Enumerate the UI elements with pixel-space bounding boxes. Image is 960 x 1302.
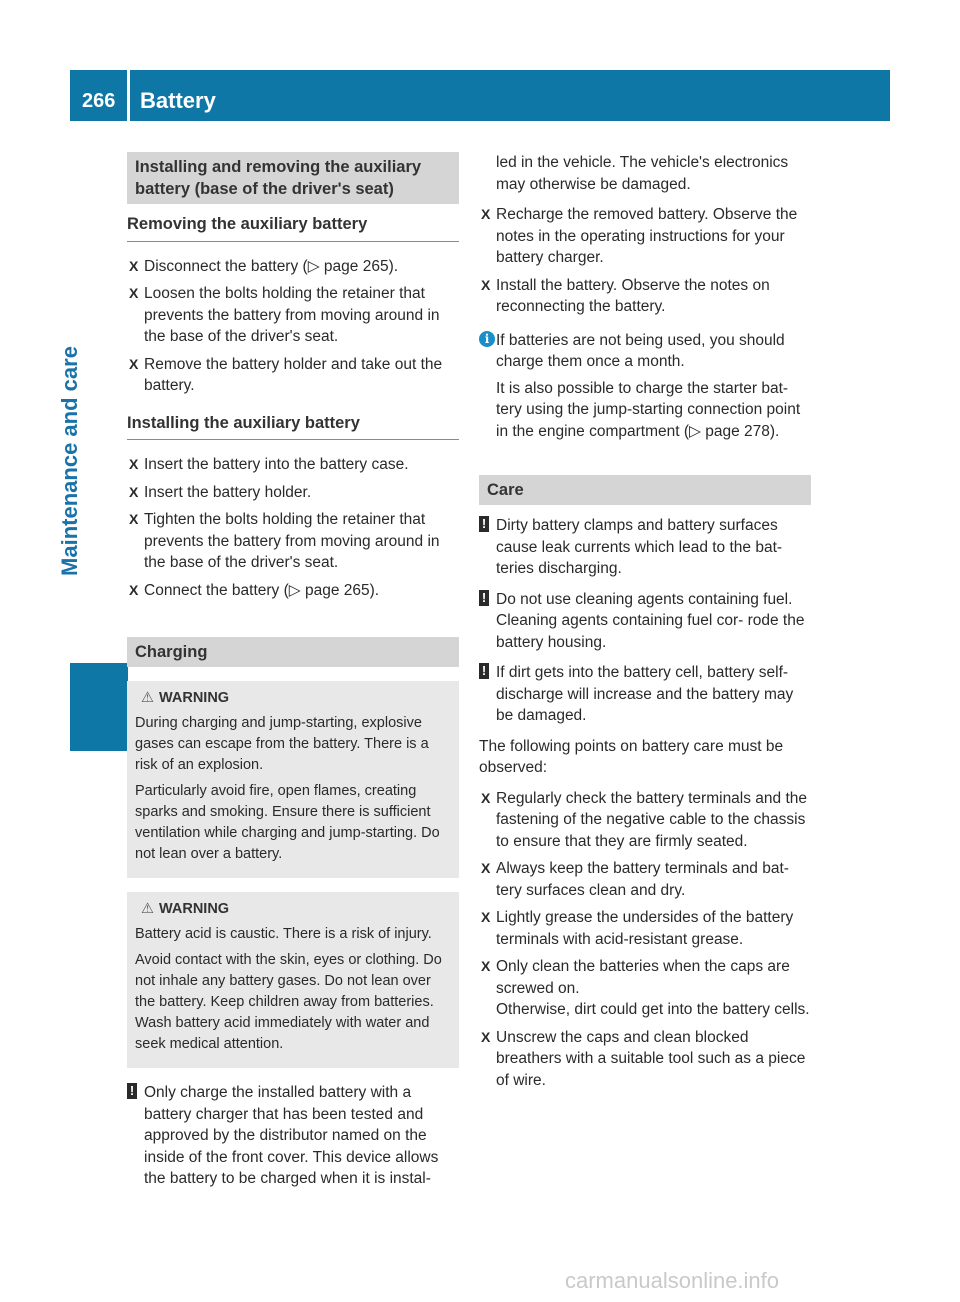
subheading-removing: Removing the auxiliary battery bbox=[127, 214, 459, 242]
step-item: X Always keep the battery terminals and bat- tery surfaces clean and dry. bbox=[481, 860, 789, 899]
watermark: carmanualsonline.info bbox=[565, 1268, 780, 1293]
left-column bbox=[127, 152, 459, 1199]
step-item: X Tighten the bolts holding the retainer that prevents the battery from moving around in the base of the driver's seat. bbox=[129, 511, 440, 571]
exclamation-icon: ! bbox=[127, 1083, 137, 1099]
step-marker-icon: X bbox=[129, 257, 139, 274]
warning-text: Battery acid is caustic. There is a risk of injury. bbox=[135, 926, 432, 942]
warning-triangle-icon: ⚠ bbox=[141, 901, 154, 917]
step-item: X Insert the battery holder. bbox=[127, 482, 459, 504]
step-item: X Unscrew the caps and clean blocked breathers with a suitable tool such as a piece of wire. bbox=[481, 1028, 806, 1089]
step-item: X Remove the battery holder and take out the battery. bbox=[129, 355, 443, 394]
right-column bbox=[479, 152, 811, 1097]
exclamation-icon: ! bbox=[479, 590, 489, 606]
warning-text: Particularly avoid fire, open flames, creating sparks and smoking. Ensure there is sufficient ventilation while charging and jump-starting. Do not lean over a battery. bbox=[135, 783, 440, 862]
header-divider bbox=[127, 70, 130, 121]
step-item: X Lightly grease the undersides of the battery terminals with acid-resistant grease. bbox=[481, 909, 794, 948]
info-note: i If batteries are not being used, you should charge them once a month. It is also possible to charge the starter bat- tery using the jump-starting connection point in the engine compartment (▷ page 278). bbox=[479, 330, 811, 443]
warning-triangle-icon: ⚠ bbox=[141, 690, 154, 706]
warning-box-explosion bbox=[127, 681, 459, 878]
step-marker-icon: X bbox=[129, 581, 139, 598]
subheading-installing: Installing the auxiliary battery bbox=[127, 413, 459, 441]
step-marker-icon: X bbox=[129, 285, 139, 301]
warning-title: ⚠ WARNING bbox=[135, 899, 449, 920]
step-marker-icon: X bbox=[129, 355, 139, 372]
notice-care: ! Dirty battery clamps and battery surfaces cause leak currents which lead to the bat- teries discharging. bbox=[479, 515, 811, 580]
side-tab-label: Maintenance and care bbox=[57, 346, 82, 576]
continued-text: led in the vehicle. The vehicle's electronics may otherwise be damaged. bbox=[496, 154, 789, 193]
section-heading-install-remove: Installing and removing the auxiliary battery (base of the driver's seat) bbox=[127, 152, 459, 204]
step-item: X Only clean the batteries when the caps are screwed on. Otherwise, dirt could get into the battery cells. bbox=[481, 958, 810, 1018]
section-heading-charging: Charging bbox=[127, 637, 459, 667]
step-marker-icon: X bbox=[481, 958, 491, 974]
page-number: 266 bbox=[82, 90, 116, 112]
info-icon: i bbox=[479, 331, 495, 347]
step-item: X Insert the battery into the battery case. bbox=[127, 454, 459, 476]
installing-steps bbox=[127, 454, 459, 601]
warning-text: During charging and jump-starting, explosive gases can escape from the battery. There is a risk of an explosion. bbox=[135, 715, 429, 773]
step-marker-icon: X bbox=[481, 1028, 491, 1045]
step-marker-icon: X bbox=[129, 456, 139, 472]
page-title: Battery bbox=[140, 88, 216, 113]
removing-steps bbox=[127, 256, 459, 397]
step-item: X Connect the battery (▷ page 265). bbox=[127, 580, 459, 602]
step-marker-icon: X bbox=[481, 789, 491, 806]
step-item: X Disconnect the battery (▷ page 265). bbox=[127, 256, 459, 278]
step-item: X Regularly check the battery terminals and the fastening of the negative cable to the chassis to ensure that they are firmly seated. bbox=[481, 789, 808, 850]
step-marker-icon: X bbox=[481, 206, 491, 222]
exclamation-icon: ! bbox=[479, 663, 489, 679]
warning-box-acid bbox=[127, 892, 459, 1068]
warning-text: Avoid contact with the skin, eyes or clothing. Do not inhale any battery gases. Do not lean over the battery. Keep children away from batteries. Wash battery acid immediately with water and seek medical attention. bbox=[135, 952, 442, 1052]
warning-title: ⚠ WARNING bbox=[135, 688, 449, 709]
step-marker-icon: X bbox=[129, 483, 139, 500]
step-item: X Install the battery. Observe the notes on reconnecting the battery. bbox=[481, 276, 770, 315]
care-intro: The following points on battery care must be observed: bbox=[479, 737, 784, 776]
notice-charge: ! Only charge the installed battery with a battery charger that has been tested and approved by the distributor named on the inside of the front cover. This device allows the battery to be charged when it is instal- bbox=[127, 1082, 459, 1190]
care-steps bbox=[479, 788, 811, 1092]
step-marker-icon: X bbox=[481, 276, 491, 293]
side-tab-block bbox=[70, 663, 128, 751]
step-item: X Recharge the removed battery. Observe the notes in the operating instructions for your battery charger. bbox=[481, 206, 798, 266]
notice-care: ! If dirt gets into the battery cell, battery self-discharge will increase and the battery may be damaged. bbox=[479, 662, 811, 727]
step-item: X Loosen the bolts holding the retainer that prevents the battery from moving around in the base of the driver's seat. bbox=[129, 285, 440, 345]
exclamation-icon: ! bbox=[479, 516, 489, 532]
step-marker-icon: X bbox=[129, 511, 139, 527]
charging-steps bbox=[479, 204, 811, 318]
step-marker-icon: X bbox=[481, 909, 491, 925]
notice-care: ! Do not use cleaning agents containing fuel. Cleaning agents containing fuel cor- rode the battery housing. bbox=[479, 589, 811, 654]
step-marker-icon: X bbox=[481, 860, 491, 876]
section-heading-care: Care bbox=[479, 475, 811, 505]
